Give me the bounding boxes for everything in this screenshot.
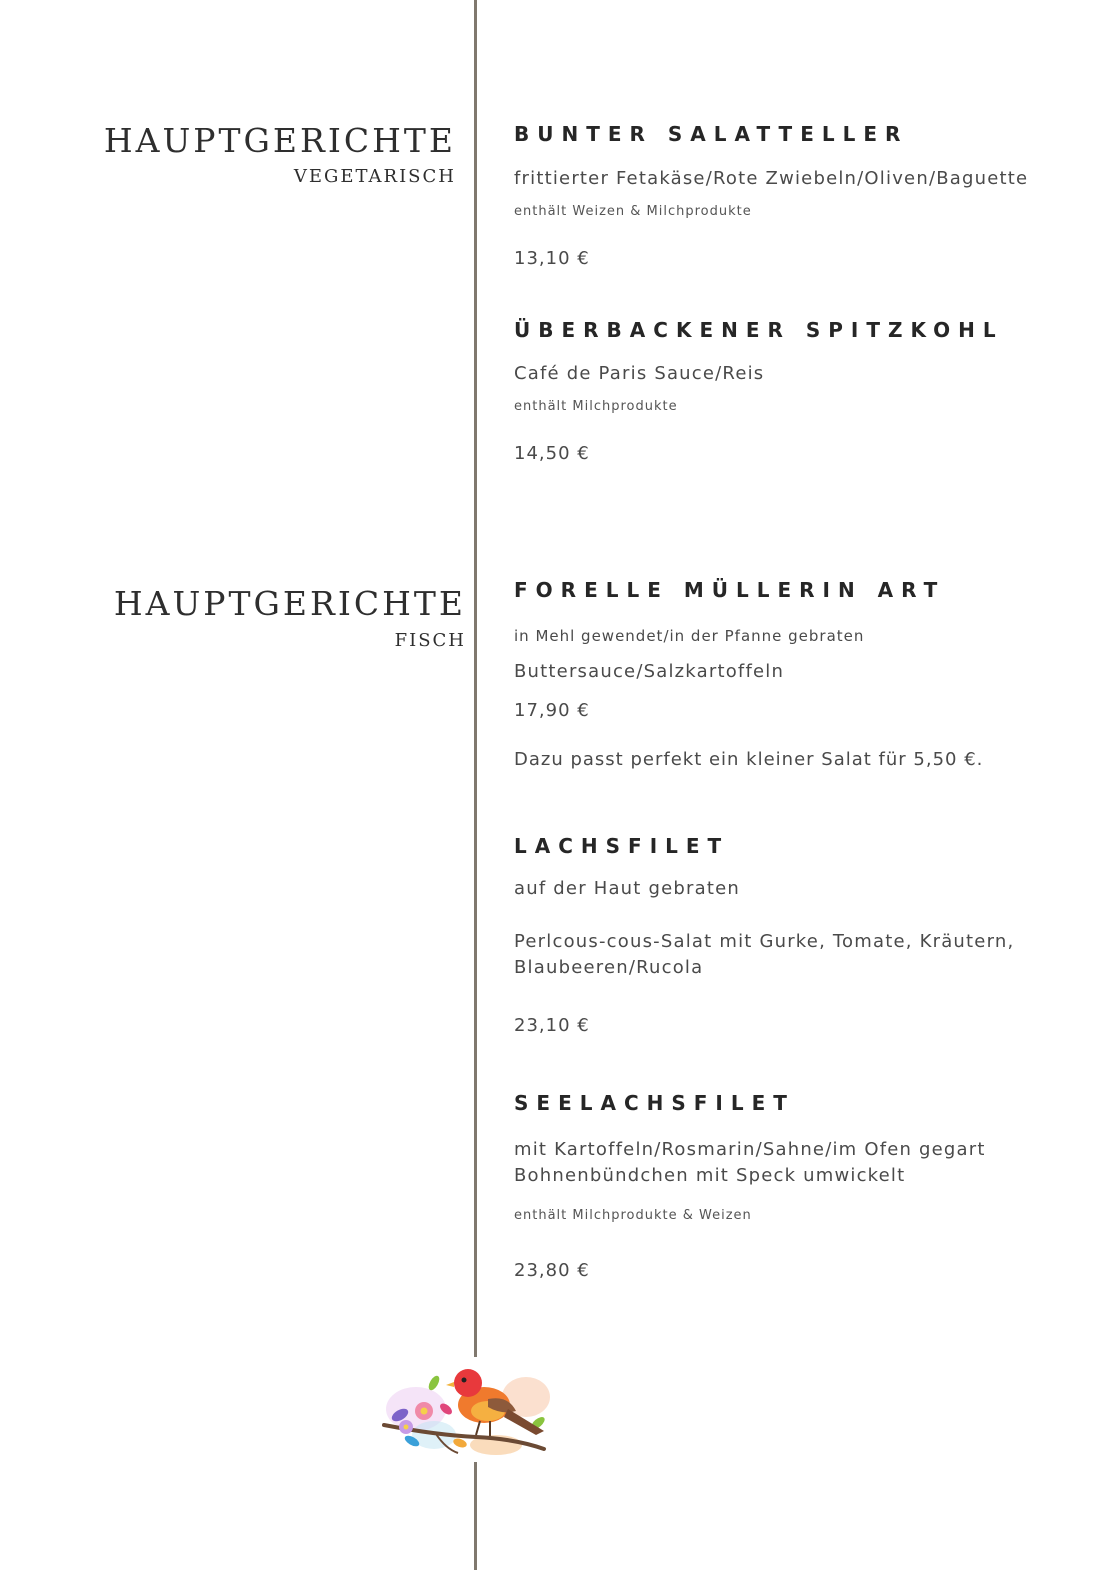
- dish-name: FORELLE MÜLLERIN ART: [514, 578, 946, 602]
- dish-description-line: mit Kartoffeln/Rosmarin/Sahne/im Ofen gegart: [514, 1139, 986, 1160]
- dish-description-line: Blaubeeren/Rucola: [514, 957, 704, 978]
- section-title-fisch: HAUPTGERICHTE: [113, 584, 466, 623]
- dish-price: 17,90 €: [514, 700, 590, 721]
- vertical-divider: [474, 0, 477, 1570]
- dish-preparation: auf der Haut gebraten: [514, 878, 740, 899]
- dish-price: 14,50 €: [514, 443, 590, 464]
- dish-name: SEELACHSFILET: [514, 1091, 795, 1115]
- dish-description-line: Perlcous-cous-Salat mit Gurke, Tomate, Kräutern,: [514, 931, 1015, 952]
- dish-allergens: enthält Milchprodukte: [514, 399, 678, 414]
- dish-description: frittierter Fetakäse/Rote Zwiebeln/Oliven/Baguette: [514, 168, 1029, 189]
- dish-price: 23,10 €: [514, 1015, 590, 1036]
- dish-allergens: enthält Weizen & Milchprodukte: [514, 204, 752, 219]
- dish-preparation: in Mehl gewendet/in der Pfanne gebraten: [514, 627, 865, 645]
- dish-description: Buttersauce/Salzkartoffeln: [514, 661, 785, 682]
- dish-price: 23,80 €: [514, 1260, 590, 1281]
- dish-name: LACHSFILET: [514, 834, 730, 858]
- section-title-vegetarisch: HAUPTGERICHTE: [103, 121, 456, 160]
- dish-allergens: enthält Milchprodukte & Weizen: [514, 1208, 752, 1223]
- section-subtitle-vegetarisch: VEGETARISCH: [293, 166, 456, 187]
- section-subtitle-fisch: FISCH: [394, 630, 466, 651]
- dish-description: Café de Paris Sauce/Reis: [514, 363, 765, 384]
- dish-name: ÜBERBACKENER SPITZKOHL: [514, 318, 1004, 342]
- dish-name: BUNTER SALATTELLER: [514, 122, 909, 146]
- dish-side-note: Dazu passt perfekt ein kleiner Salat für 5,50 €.: [514, 749, 984, 770]
- dish-description-line: Bohnenbündchen mit Speck umwickelt: [514, 1165, 906, 1186]
- watercolor-bird-on-branch-icon: [376, 1357, 552, 1462]
- dish-price: 13,10 €: [514, 248, 590, 269]
